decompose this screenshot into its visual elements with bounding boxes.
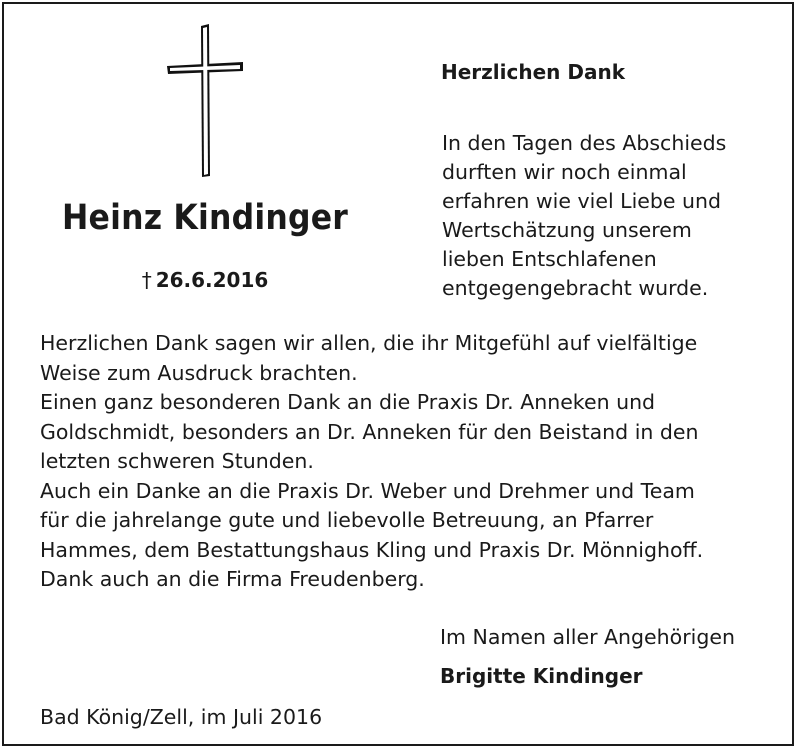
thanks-line: In den Tagen des Abschieds	[442, 131, 727, 155]
thanks-paragraph	[442, 129, 787, 303]
body-line: Einen ganz besonderen Dank an die Praxis Dr. Anneken und	[40, 390, 656, 414]
body-line: Weise zum Ausdruck brachten.	[40, 360, 358, 385]
acknowledgement-text	[40, 329, 780, 595]
thanks-line: lieben Entschlafenen	[442, 247, 657, 271]
signer-name: Brigitte Kindinger	[440, 664, 643, 688]
thanks-line: erfahren wie viel Liebe und	[442, 189, 722, 213]
death-date: 26.6.2016	[155, 268, 269, 292]
place-date: Bad König/Zell, im Juli 2016	[40, 705, 323, 729]
latin-cross-icon	[165, 22, 245, 178]
body-line: Herzlichen Dank sagen wir allen, die ihr Mitgefühl auf vielfältige	[40, 331, 698, 355]
body-line: für die jahrelange gute und liebevolle Betreuung, an Pfarrer	[40, 508, 654, 532]
body-line: Goldschmidt, besonders an Dr. Anneken für den Beistand in den	[40, 419, 699, 444]
death-date-line	[0, 268, 410, 292]
body-line: Hammes, dem Bestattungshaus Kling und Praxis Dr. Mönnighoff.	[40, 537, 704, 562]
dagger-symbol: †	[141, 268, 152, 292]
body-line: letzten schweren Stunden.	[40, 449, 314, 473]
on-behalf-line: Im Namen aller Angehörigen	[440, 625, 735, 649]
deceased-name: Heinz Kindinger	[62, 198, 348, 238]
thanks-line: entgegengebracht wurde.	[442, 276, 709, 300]
body-line: Auch ein Danke an die Praxis Dr. Weber und Drehmer und Team	[40, 478, 695, 503]
thanks-line: Wertschätzung unserem	[442, 218, 692, 242]
thanks-heading: Herzlichen Dank	[441, 60, 626, 84]
thanks-line: durften wir noch einmal	[442, 160, 687, 184]
body-line: Dank auch an die Firma Freudenberg.	[40, 567, 425, 591]
